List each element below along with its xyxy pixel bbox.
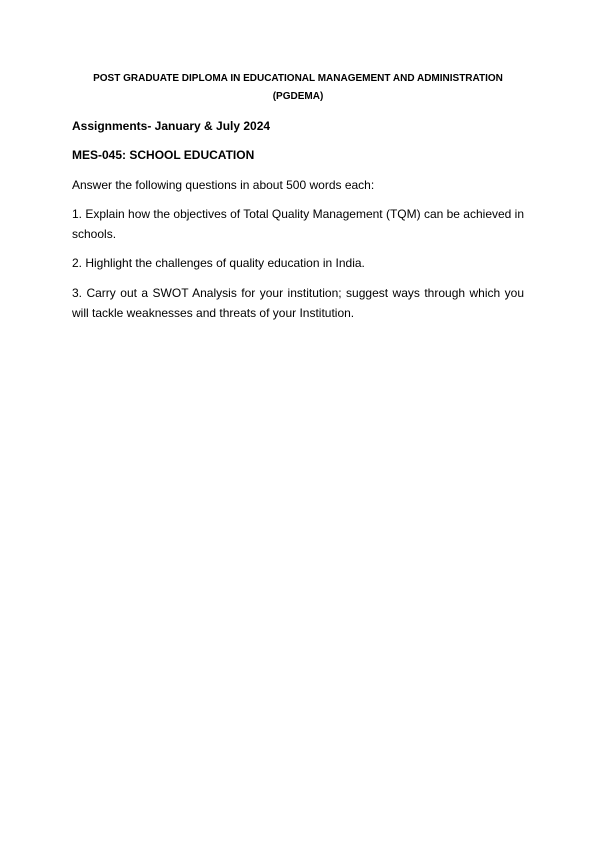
programme-title: POST GRADUATE DIPLOMA IN EDUCATIONAL MANAGEMENT AND ADMINISTRATION: [93, 73, 503, 84]
assignment-title: Assignments- January & July 2024: [72, 119, 271, 133]
question-2: 2. Highlight the challenges of quality education in India.: [72, 256, 365, 270]
course-title: MES-045: SCHOOL EDUCATION: [72, 148, 255, 162]
programme-abbreviation: (PGDEMA): [272, 91, 324, 102]
question-1: 1. Explain how the objectives of Total Quality Management (TQM) can be achieved in schools.: [72, 207, 525, 241]
document-heading: [72, 70, 524, 106]
instructions-text: Answer the following questions in about 500 words each:: [72, 178, 375, 192]
question-3: 3. Carry out a SWOT Analysis for your institution; suggest ways through which you will tackle weaknesses and threats of your Institution.: [72, 286, 524, 320]
